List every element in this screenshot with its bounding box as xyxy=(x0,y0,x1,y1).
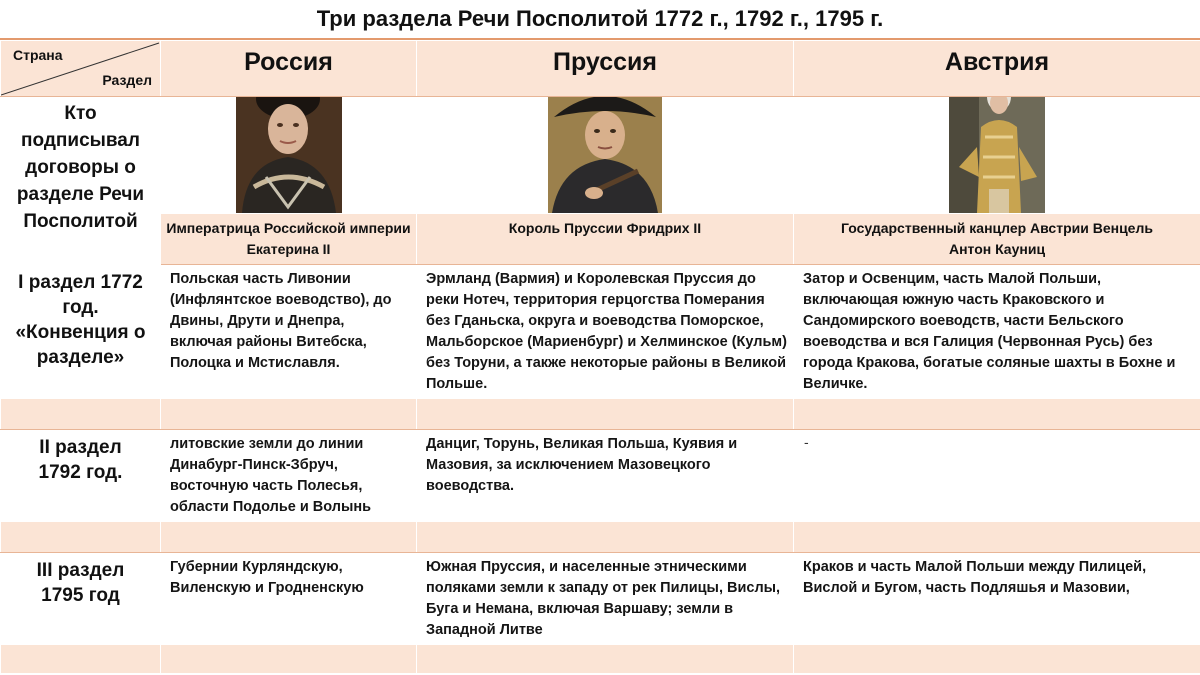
partition-3-russia: Губернии Курляндскую, Виленскую и Гродненскую xyxy=(161,553,417,645)
portrait-cell-russia xyxy=(161,97,417,214)
spacer-row-cell xyxy=(794,645,1200,674)
partition-2-label: II раздел 1792 год. xyxy=(38,437,123,483)
country-prussia: Пруссия xyxy=(553,48,657,76)
partition-1-label-cell xyxy=(1,265,161,399)
signers-label: Кто подписывал договоры о разделе Речи Посполитой xyxy=(16,103,145,232)
header-prussia xyxy=(417,41,794,97)
spacer-row-cell xyxy=(161,522,417,553)
signer-cell-russia xyxy=(161,214,417,265)
spacer-row-cell xyxy=(794,522,1200,553)
partition-2-russia: литовские земли до линии Динабург-Пинск-Збруч, восточную часть Полесья, области Подолье и Волынь xyxy=(161,430,417,522)
header-austria xyxy=(794,41,1200,97)
portrait-cell-austria xyxy=(794,97,1200,214)
spacer-row-cell xyxy=(161,645,417,674)
portrait-frederick-ii xyxy=(548,97,662,214)
header-russia xyxy=(161,41,417,97)
signer-cell-austria xyxy=(794,214,1200,265)
partition-2-label-cell xyxy=(1,430,161,522)
signer-cell-prussia xyxy=(417,214,794,265)
partition-3-label-cell xyxy=(1,553,161,645)
spacer-row-cell xyxy=(1,399,161,430)
spacer-row-cell xyxy=(794,399,1200,430)
partition-3-prussia: Южная Пруссия, и населенные этническими поляками земли к западу от рек Пилицы, Вислы, Буга и Немана, включая Варшаву; земли в Западной Литве xyxy=(417,553,794,645)
signer-austria: Государственный канцлер Австрии Венцель Антон Кауниц xyxy=(841,220,1153,257)
partition-1-prussia: Эрмланд (Вармия) и Королевская Пруссия до реки Нотеч, территория герцогства Померания без Гданьска, округа и воеводства Поморское, Мальборское (Мариенбург) и Хелминское (Кульм) без Торуни, а также некоторые районы в Великой Польше. xyxy=(417,265,794,399)
country-austria: Австрия xyxy=(944,48,1050,76)
signers-label-cell xyxy=(1,97,161,265)
spacer-row-cell xyxy=(417,522,794,553)
spacer-row-cell xyxy=(417,399,794,430)
spacer-row-cell xyxy=(417,645,794,674)
partition-1-russia: Польская часть Ливонии (Инфлянтское воеводство), до Двины, Друти и Днепра, включая районы Витебска, Полоцка и Мстиславля. xyxy=(161,265,417,399)
partition-1-austria: Затор и Освенцим, часть Малой Польши, включающая южную часть Краковского и Сандомирского воеводств, части Бельского воеводства и вся Галиция (Червонная Русь) без города Кракова, богатые соляные шахты в Бохне и Величке. xyxy=(794,265,1200,399)
portrait-catherine-ii xyxy=(236,97,342,214)
partition-3-label: III раздел 1795 год xyxy=(36,560,125,606)
partition-1-label: I раздел 1772 год. «Конвенция о разделе» xyxy=(15,272,146,368)
partitions-table xyxy=(0,40,1200,674)
spacer-row-cell xyxy=(1,522,161,553)
signer-russia: Императрица Российской империи Екатерина II xyxy=(166,220,411,257)
spacer-row-cell xyxy=(1,645,161,674)
portrait-kaunitz xyxy=(949,97,1045,214)
corner-country-label: Страна xyxy=(13,47,63,63)
country-russia: Россия xyxy=(244,48,333,76)
portrait-cell-prussia xyxy=(417,97,794,214)
partition-3-austria: Краков и часть Малой Польши между Пилицей, Вислой и Бугом, часть Подляшья и Мазовии, xyxy=(794,553,1200,645)
partition-2-austria: - xyxy=(794,430,1200,522)
corner-partition-label: Раздел xyxy=(102,72,152,88)
spacer-row-cell xyxy=(161,399,417,430)
partition-2-prussia: Данциг, Торунь, Великая Польша, Куявия и Мазовия, за исключением Мазовецкого воеводства. xyxy=(417,430,794,522)
corner-cell xyxy=(1,41,161,97)
page-title: Три раздела Речи Посполитой 1772 г., 1792 г., 1795 г. xyxy=(0,0,1200,40)
signer-prussia: Король Пруссии Фридрих II xyxy=(508,220,702,236)
